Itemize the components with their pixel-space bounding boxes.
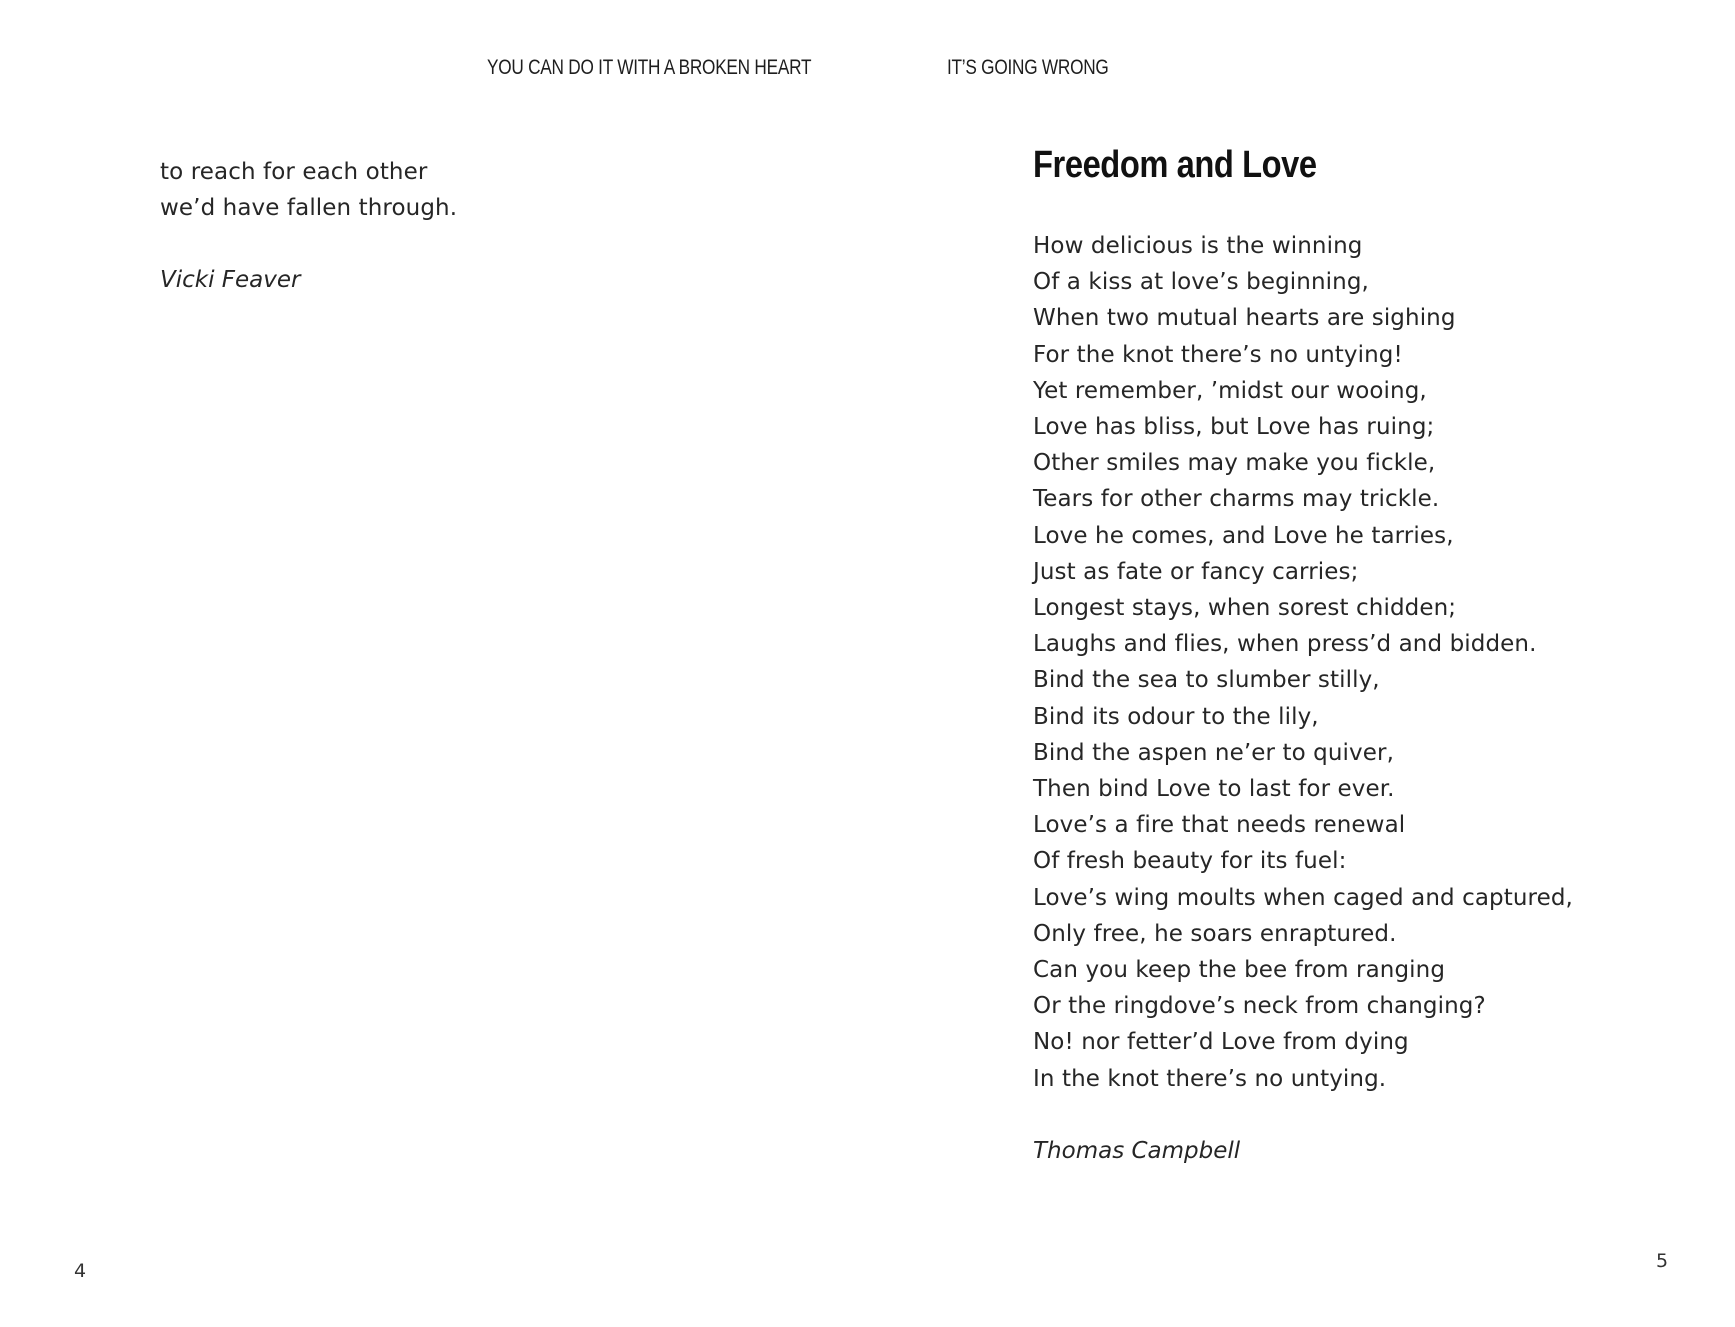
page-number-right: 5 — [1656, 1250, 1669, 1272]
running-head-right: IT’S GOING WRONG — [947, 56, 1109, 79]
poem-line: we’d have fallen through. — [160, 195, 458, 222]
poem-line: Can you keep the bee from ranging — [1033, 957, 1446, 984]
poem-line: Bind its odour to the lily, — [1033, 703, 1319, 730]
poem-line: Bind the sea to slumber stilly, — [1033, 667, 1380, 694]
poem-line: Love he comes, and Love he tarries, — [1033, 522, 1454, 549]
poem-line: Laughs and flies, when press’d and bidden. — [1033, 631, 1537, 658]
poem-line: No! nor fetter’d Love from dying — [1033, 1029, 1409, 1056]
left-page — [160, 154, 800, 298]
poem-line: Love’s wing moults when caged and captured, — [1033, 884, 1573, 911]
poem-author-right: Thomas Campbell — [1033, 1137, 1241, 1164]
poem-line: How delicious is the winning — [1033, 233, 1363, 259]
poem-line: Or the ringdove’s neck from changing? — [1033, 993, 1486, 1020]
poem-line: Love has bliss, but Love has ruing; — [1033, 414, 1435, 441]
page-number-left: 4 — [74, 1260, 87, 1282]
poem-line: Yet remember, ’midst our wooing, — [1033, 377, 1427, 404]
poem-line: Then bind Love to last for ever. — [1033, 776, 1395, 803]
poem-line: Only free, he soars enraptured. — [1033, 920, 1397, 947]
poem-line: Of fresh beauty for its fuel: — [1033, 848, 1347, 875]
poem-author-left: Vicki Feaver — [160, 267, 301, 294]
poem-line: Longest stays, when sorest chidden; — [1033, 595, 1457, 622]
poem-line: Of a kiss at love’s beginning, — [1033, 269, 1369, 296]
running-head-left: YOU CAN DO IT WITH A BROKEN HEART — [487, 56, 812, 79]
poem-line: Love’s a fire that needs renewal — [1033, 812, 1406, 839]
poem-line: Bind the aspen ne’er to quiver, — [1033, 739, 1394, 766]
poem-line: Tears for other charms may trickle. — [1033, 486, 1440, 513]
poem-line: For the knot there’s no untying! — [1033, 341, 1403, 368]
poem-line: Just as fate or fancy carries; — [1033, 558, 1359, 585]
poem-line: Other smiles may make you fickle, — [1033, 450, 1436, 477]
poem-line: In the knot there’s no untying. — [1033, 1065, 1387, 1092]
poem-line: When two mutual hearts are sighing — [1033, 305, 1456, 332]
poem-title: Freedom and Love — [1033, 144, 1317, 186]
poem-line: to reach for each other — [160, 159, 428, 185]
right-poem-lines — [1033, 228, 1693, 1097]
left-poem-lines — [160, 154, 800, 226]
right-page — [1033, 142, 1693, 1169]
